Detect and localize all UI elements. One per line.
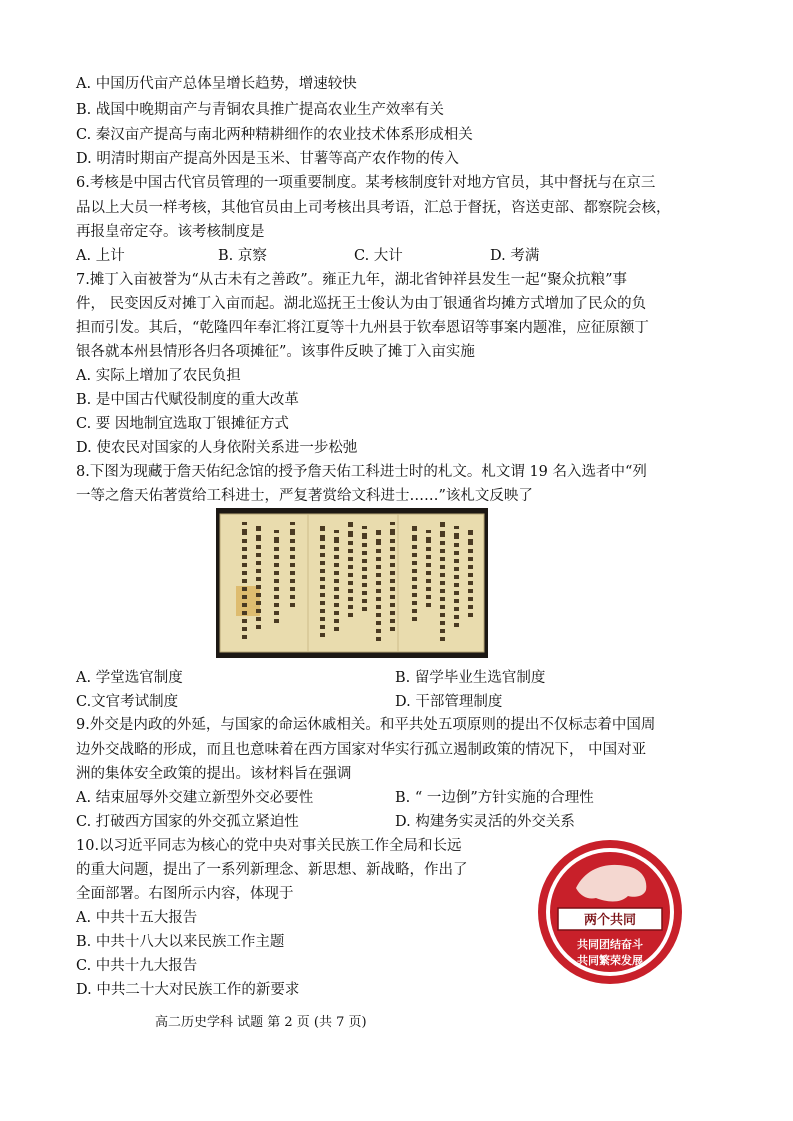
ink-stroke: [320, 585, 325, 589]
ink-stroke: [256, 561, 261, 565]
ink-stroke: [454, 526, 459, 529]
q8-option-c: C.文官考试制度: [76, 694, 179, 710]
ink-stroke: [320, 535, 325, 541]
ink-stroke: [440, 573, 445, 577]
ink-stroke: [362, 559, 367, 563]
ink-stroke: [320, 553, 325, 557]
ink-stroke: [468, 539, 473, 545]
ink-stroke: [376, 589, 381, 593]
ink-stroke: [376, 621, 381, 625]
ink-stroke: [274, 595, 279, 599]
ink-stroke: [256, 577, 261, 581]
ink-stroke: [290, 547, 295, 551]
ink-stroke: [242, 571, 247, 575]
q10-option-c: C. 中共十九大报告: [76, 958, 198, 974]
ink-stroke: [242, 563, 247, 567]
ink-stroke: [468, 589, 473, 593]
ink-stroke: [256, 617, 261, 621]
ink-stroke: [426, 603, 431, 607]
q8-option-d: D. 干部管理制度: [395, 694, 503, 710]
ink-stroke: [362, 533, 367, 539]
ink-stroke: [242, 611, 247, 615]
ink-stroke: [242, 635, 247, 639]
ink-stroke: [362, 543, 367, 547]
ink-stroke: [454, 607, 459, 611]
ink-stroke: [274, 563, 279, 567]
ink-stroke: [334, 611, 339, 615]
ink-stroke: [412, 601, 417, 605]
ink-stroke: [274, 555, 279, 559]
ink-stroke: [412, 585, 417, 589]
ink-stroke: [242, 587, 247, 591]
ink-stroke: [256, 625, 261, 629]
ink-stroke: [348, 605, 353, 609]
q10-stem-line-3: 全面部署。右图所示内容，体现于: [76, 886, 294, 902]
ink-stroke: [256, 553, 261, 557]
ink-stroke: [412, 593, 417, 597]
ink-stroke: [390, 539, 395, 543]
ink-stroke: [468, 605, 473, 609]
ink-stroke: [320, 633, 325, 637]
seal-graphic: [536, 838, 684, 986]
ink-stroke: [362, 607, 367, 611]
ink-stroke: [376, 629, 381, 633]
ink-stroke: [290, 587, 295, 591]
ink-stroke: [348, 541, 353, 545]
q9-option-c: C. 打破西方国家的外交孤立紧迫性: [76, 814, 299, 830]
ink-stroke: [390, 563, 395, 567]
ink-stroke: [412, 577, 417, 581]
ink-stroke: [440, 605, 445, 609]
ink-stroke: [320, 526, 325, 531]
ink-stroke: [320, 609, 325, 613]
ink-stroke: [412, 561, 417, 565]
ink-stroke: [256, 593, 261, 597]
ink-stroke: [440, 589, 445, 593]
ink-stroke: [390, 579, 395, 583]
ink-stroke: [334, 571, 339, 575]
ink-stroke: [362, 567, 367, 571]
ink-stroke: [412, 526, 417, 531]
ink-stroke: [334, 627, 339, 631]
ink-stroke: [390, 619, 395, 623]
ink-stroke: [334, 555, 339, 559]
ink-stroke: [468, 557, 473, 561]
ink-stroke: [468, 581, 473, 585]
ink-stroke: [426, 555, 431, 559]
ink-stroke: [334, 619, 339, 623]
ink-stroke: [274, 603, 279, 607]
ink-stroke: [274, 611, 279, 615]
ink-stroke: [290, 579, 295, 583]
ink-stroke: [242, 529, 247, 535]
ink-stroke: [242, 555, 247, 559]
q7-stem-line-2: 件， 民变因反对摊丁入亩而起。湖北巡抚王士俊认为由丁银通省均摊方式增加了民众的负: [76, 296, 647, 312]
ink-stroke: [290, 522, 295, 525]
q10-stem-line-2: 的重大问题，提出了一系列新理念、新思想、新战略，作出了: [76, 862, 468, 878]
ink-stroke: [242, 627, 247, 631]
q5-option-d: D. 明清时期亩产提高外因是玉米、甘薯等高产农作物的传入: [76, 151, 459, 167]
ink-stroke: [440, 621, 445, 625]
ink-stroke: [334, 579, 339, 583]
ink-stroke: [376, 539, 381, 545]
ink-stroke: [362, 551, 367, 555]
ink-stroke: [390, 627, 395, 631]
ink-stroke: [454, 543, 459, 547]
ink-stroke: [334, 530, 339, 533]
ink-stroke: [242, 603, 247, 607]
ink-stroke: [256, 526, 261, 531]
ink-stroke: [454, 615, 459, 619]
q6-option-c: C. 大计: [354, 248, 403, 264]
ink-stroke: [290, 555, 295, 559]
ink-stroke: [348, 531, 353, 537]
ink-stroke: [426, 571, 431, 575]
q9-option-b: B. “ 一边倒”方针实施的合理性: [395, 790, 594, 806]
ink-stroke: [274, 587, 279, 591]
ink-stroke: [468, 565, 473, 569]
ink-stroke: [348, 613, 353, 617]
ink-stroke: [274, 537, 279, 543]
ink-stroke: [376, 530, 381, 535]
ink-stroke: [256, 609, 261, 613]
ink-stroke: [440, 531, 445, 537]
ink-stroke: [426, 563, 431, 567]
ink-stroke: [362, 526, 367, 529]
q6-option-d: D. 考满: [490, 248, 540, 264]
ink-stroke: [390, 529, 395, 535]
ink-stroke: [440, 541, 445, 545]
ink-stroke: [376, 637, 381, 641]
ink-stroke: [454, 559, 459, 563]
ink-stroke: [348, 589, 353, 593]
ink-stroke: [256, 601, 261, 605]
ink-stroke: [362, 583, 367, 587]
ink-stroke: [426, 530, 431, 533]
q7-stem-line-1: 7.摊丁入亩被誉为“从古未有之善政”。雍正九年，湖北省钟祥县发生一起“聚众抗粮”事: [76, 272, 627, 288]
q7-stem-line-4: 银各就本州县情形各归各项摊征”。该事件反映了摊丁入亩实施: [76, 344, 475, 360]
ink-stroke: [256, 545, 261, 549]
ink-stroke: [242, 595, 247, 599]
q10-option-d: D. 中共二十大对民族工作的新要求: [76, 982, 300, 998]
ink-stroke: [468, 573, 473, 577]
ink-stroke: [256, 569, 261, 573]
ink-stroke: [290, 539, 295, 543]
ink-stroke: [334, 603, 339, 607]
q10-option-a: A. 中共十五大报告: [76, 910, 198, 926]
seal-line-1: 共同团结奋斗: [577, 938, 643, 951]
ink-stroke: [376, 557, 381, 561]
seal-title: 两个共同: [583, 913, 637, 928]
ink-stroke: [320, 625, 325, 629]
ink-stroke: [426, 579, 431, 583]
ink-stroke: [290, 595, 295, 599]
q6-stem-line-2: 品以上大员一样考核，其他官员由上司考核出具考语，汇总于督抚，咨送吏部、都察院会核，: [76, 200, 671, 216]
ink-stroke: [320, 593, 325, 597]
ink-stroke: [390, 603, 395, 607]
q5-option-b: B. 战国中晚期亩产与青铜农具推广提高农业生产效率有关: [76, 102, 444, 118]
ink-stroke: [290, 571, 295, 575]
q9-stem-line-1: 9.外交是内政的外延，与国家的命运休戚相关。和平共处五项原则的提出不仅标志着中国周: [76, 717, 656, 733]
ink-stroke: [348, 565, 353, 569]
q5-option-c: C. 秦汉亩产提高与南北两种精耕细作的农业技术体系形成相关: [76, 127, 473, 143]
ink-stroke: [454, 623, 459, 627]
ink-stroke: [242, 619, 247, 623]
ink-stroke: [242, 547, 247, 551]
q9-option-d: D. 构建务实灵活的外交关系: [395, 814, 575, 830]
ink-stroke: [390, 555, 395, 559]
ink-stroke: [348, 549, 353, 553]
ink-stroke: [390, 547, 395, 551]
ink-stroke: [348, 581, 353, 585]
ink-stroke: [376, 573, 381, 577]
q6-option-b: B. 京察: [218, 248, 267, 264]
q9-stem-line-2: 边外交战略的形成，而且也意味着在西方国家对华实行孤立遏制政策的情况下， 中国对亚: [76, 742, 647, 758]
ink-stroke: [454, 533, 459, 539]
ink-stroke: [274, 579, 279, 583]
q7-option-d: D. 使农民对国家的人身依附关系进一步松弛: [76, 440, 358, 456]
ink-stroke: [376, 613, 381, 617]
ink-stroke: [412, 609, 417, 613]
ink-stroke: [454, 575, 459, 579]
ink-stroke: [412, 553, 417, 557]
ink-stroke: [454, 551, 459, 555]
q9-stem-line-3: 洲的集体安全政策的提出。该材料旨在强调: [76, 766, 352, 782]
ink-stroke: [440, 597, 445, 601]
q8-option-a: A. 学堂选官制度: [76, 670, 183, 686]
ink-stroke: [362, 599, 367, 603]
q7-option-a: A. 实际上增加了农民负担: [76, 368, 241, 384]
ink-stroke: [256, 585, 261, 589]
ink-stroke: [320, 577, 325, 581]
ink-stroke: [242, 579, 247, 583]
imperial-decree-photo: [216, 508, 488, 658]
ink-stroke: [376, 605, 381, 609]
q10-option-b: B. 中共十八大以来民族工作主题: [76, 934, 285, 950]
ink-stroke: [426, 547, 431, 551]
scroll-image: [216, 508, 488, 658]
ink-stroke: [468, 549, 473, 553]
ink-stroke: [412, 545, 417, 549]
ink-stroke: [390, 587, 395, 591]
q7-option-c: C. 要 因地制宜选取丁银摊征方式: [76, 416, 289, 432]
ink-stroke: [256, 535, 261, 541]
ink-stroke: [454, 599, 459, 603]
q8-option-b: B. 留学毕业生选官制度: [395, 670, 546, 686]
ink-stroke: [334, 537, 339, 543]
ink-stroke: [290, 603, 295, 607]
ink-stroke: [362, 575, 367, 579]
ink-stroke: [412, 569, 417, 573]
ink-stroke: [454, 583, 459, 587]
ink-stroke: [390, 595, 395, 599]
ink-stroke: [468, 530, 473, 535]
ink-stroke: [440, 629, 445, 633]
ink-stroke: [320, 561, 325, 565]
ink-stroke: [468, 597, 473, 601]
ink-stroke: [320, 601, 325, 605]
ink-stroke: [334, 587, 339, 591]
seal-line-2: 共同繁荣发展: [577, 954, 643, 967]
ink-stroke: [242, 522, 247, 525]
q6-option-a: A. 上计: [76, 248, 125, 264]
ink-stroke: [440, 549, 445, 553]
ink-stroke: [376, 597, 381, 601]
ink-stroke: [242, 539, 247, 543]
ink-stroke: [440, 613, 445, 617]
ink-stroke: [440, 565, 445, 569]
ink-stroke: [376, 565, 381, 569]
ink-stroke: [454, 567, 459, 571]
q10-stem-line-1: 10.以习近平同志为核心的党中央对事关民族工作全局和长远: [76, 838, 462, 854]
ink-stroke: [274, 530, 279, 533]
q8-stem-line-1: 8.下图为现藏于詹天佑纪念馆的授予詹天佑工科进士时的札文。札文谓 19 名入选者中“列: [76, 464, 647, 480]
ink-stroke: [390, 522, 395, 525]
q5-option-a: A. 中国历代亩产总体呈增长趋势，增速较快: [76, 76, 357, 92]
ink-stroke: [334, 595, 339, 599]
ink-stroke: [468, 613, 473, 617]
ink-stroke: [390, 611, 395, 615]
ink-stroke: [274, 571, 279, 575]
ink-stroke: [412, 535, 417, 541]
ink-stroke: [426, 595, 431, 599]
ink-stroke: [440, 637, 445, 641]
ink-stroke: [334, 547, 339, 551]
ink-stroke: [426, 537, 431, 543]
ink-stroke: [426, 587, 431, 591]
ink-stroke: [362, 591, 367, 595]
q7-option-b: B. 是中国古代赋役制度的重大改革: [76, 392, 299, 408]
ink-stroke: [440, 557, 445, 561]
q6-stem-line-3: 再报皇帝定夺。该考核制度是: [76, 224, 265, 240]
ink-stroke: [348, 522, 353, 527]
page-footer: 高二历史学科 试题 第 2 页 (共 7 页): [155, 1015, 367, 1030]
ink-stroke: [376, 581, 381, 585]
q7-stem-line-3: 担而引发。其后，“乾隆四年奉汇将江夏等十九州县于钦奉恩诏等事案内题准，应征原额丁: [76, 320, 649, 336]
q8-stem-line-2: 一等之詹天佑著赏给工科进士，严复著赏给文科进士……”该札文反映了: [76, 488, 533, 504]
ink-stroke: [320, 617, 325, 621]
ink-stroke: [320, 569, 325, 573]
ink-stroke: [376, 549, 381, 553]
q6-stem-line-1: 6.考核是中国古代官员管理的一项重要制度。某考核制度针对地方官员，其中督抚与在京三: [76, 175, 656, 191]
ink-stroke: [412, 617, 417, 621]
q9-option-a: A. 结束屈辱外交建立新型外交必要性: [76, 790, 314, 806]
ink-stroke: [290, 563, 295, 567]
ink-stroke: [348, 573, 353, 577]
ink-stroke: [290, 529, 295, 535]
ink-stroke: [348, 557, 353, 561]
ink-stroke: [274, 547, 279, 551]
two-common-seal: [536, 838, 684, 986]
ink-stroke: [320, 545, 325, 549]
ink-stroke: [390, 571, 395, 575]
ink-stroke: [440, 522, 445, 527]
ink-stroke: [334, 563, 339, 567]
ink-stroke: [440, 581, 445, 585]
ink-stroke: [454, 591, 459, 595]
ink-stroke: [274, 619, 279, 623]
ink-stroke: [348, 597, 353, 601]
